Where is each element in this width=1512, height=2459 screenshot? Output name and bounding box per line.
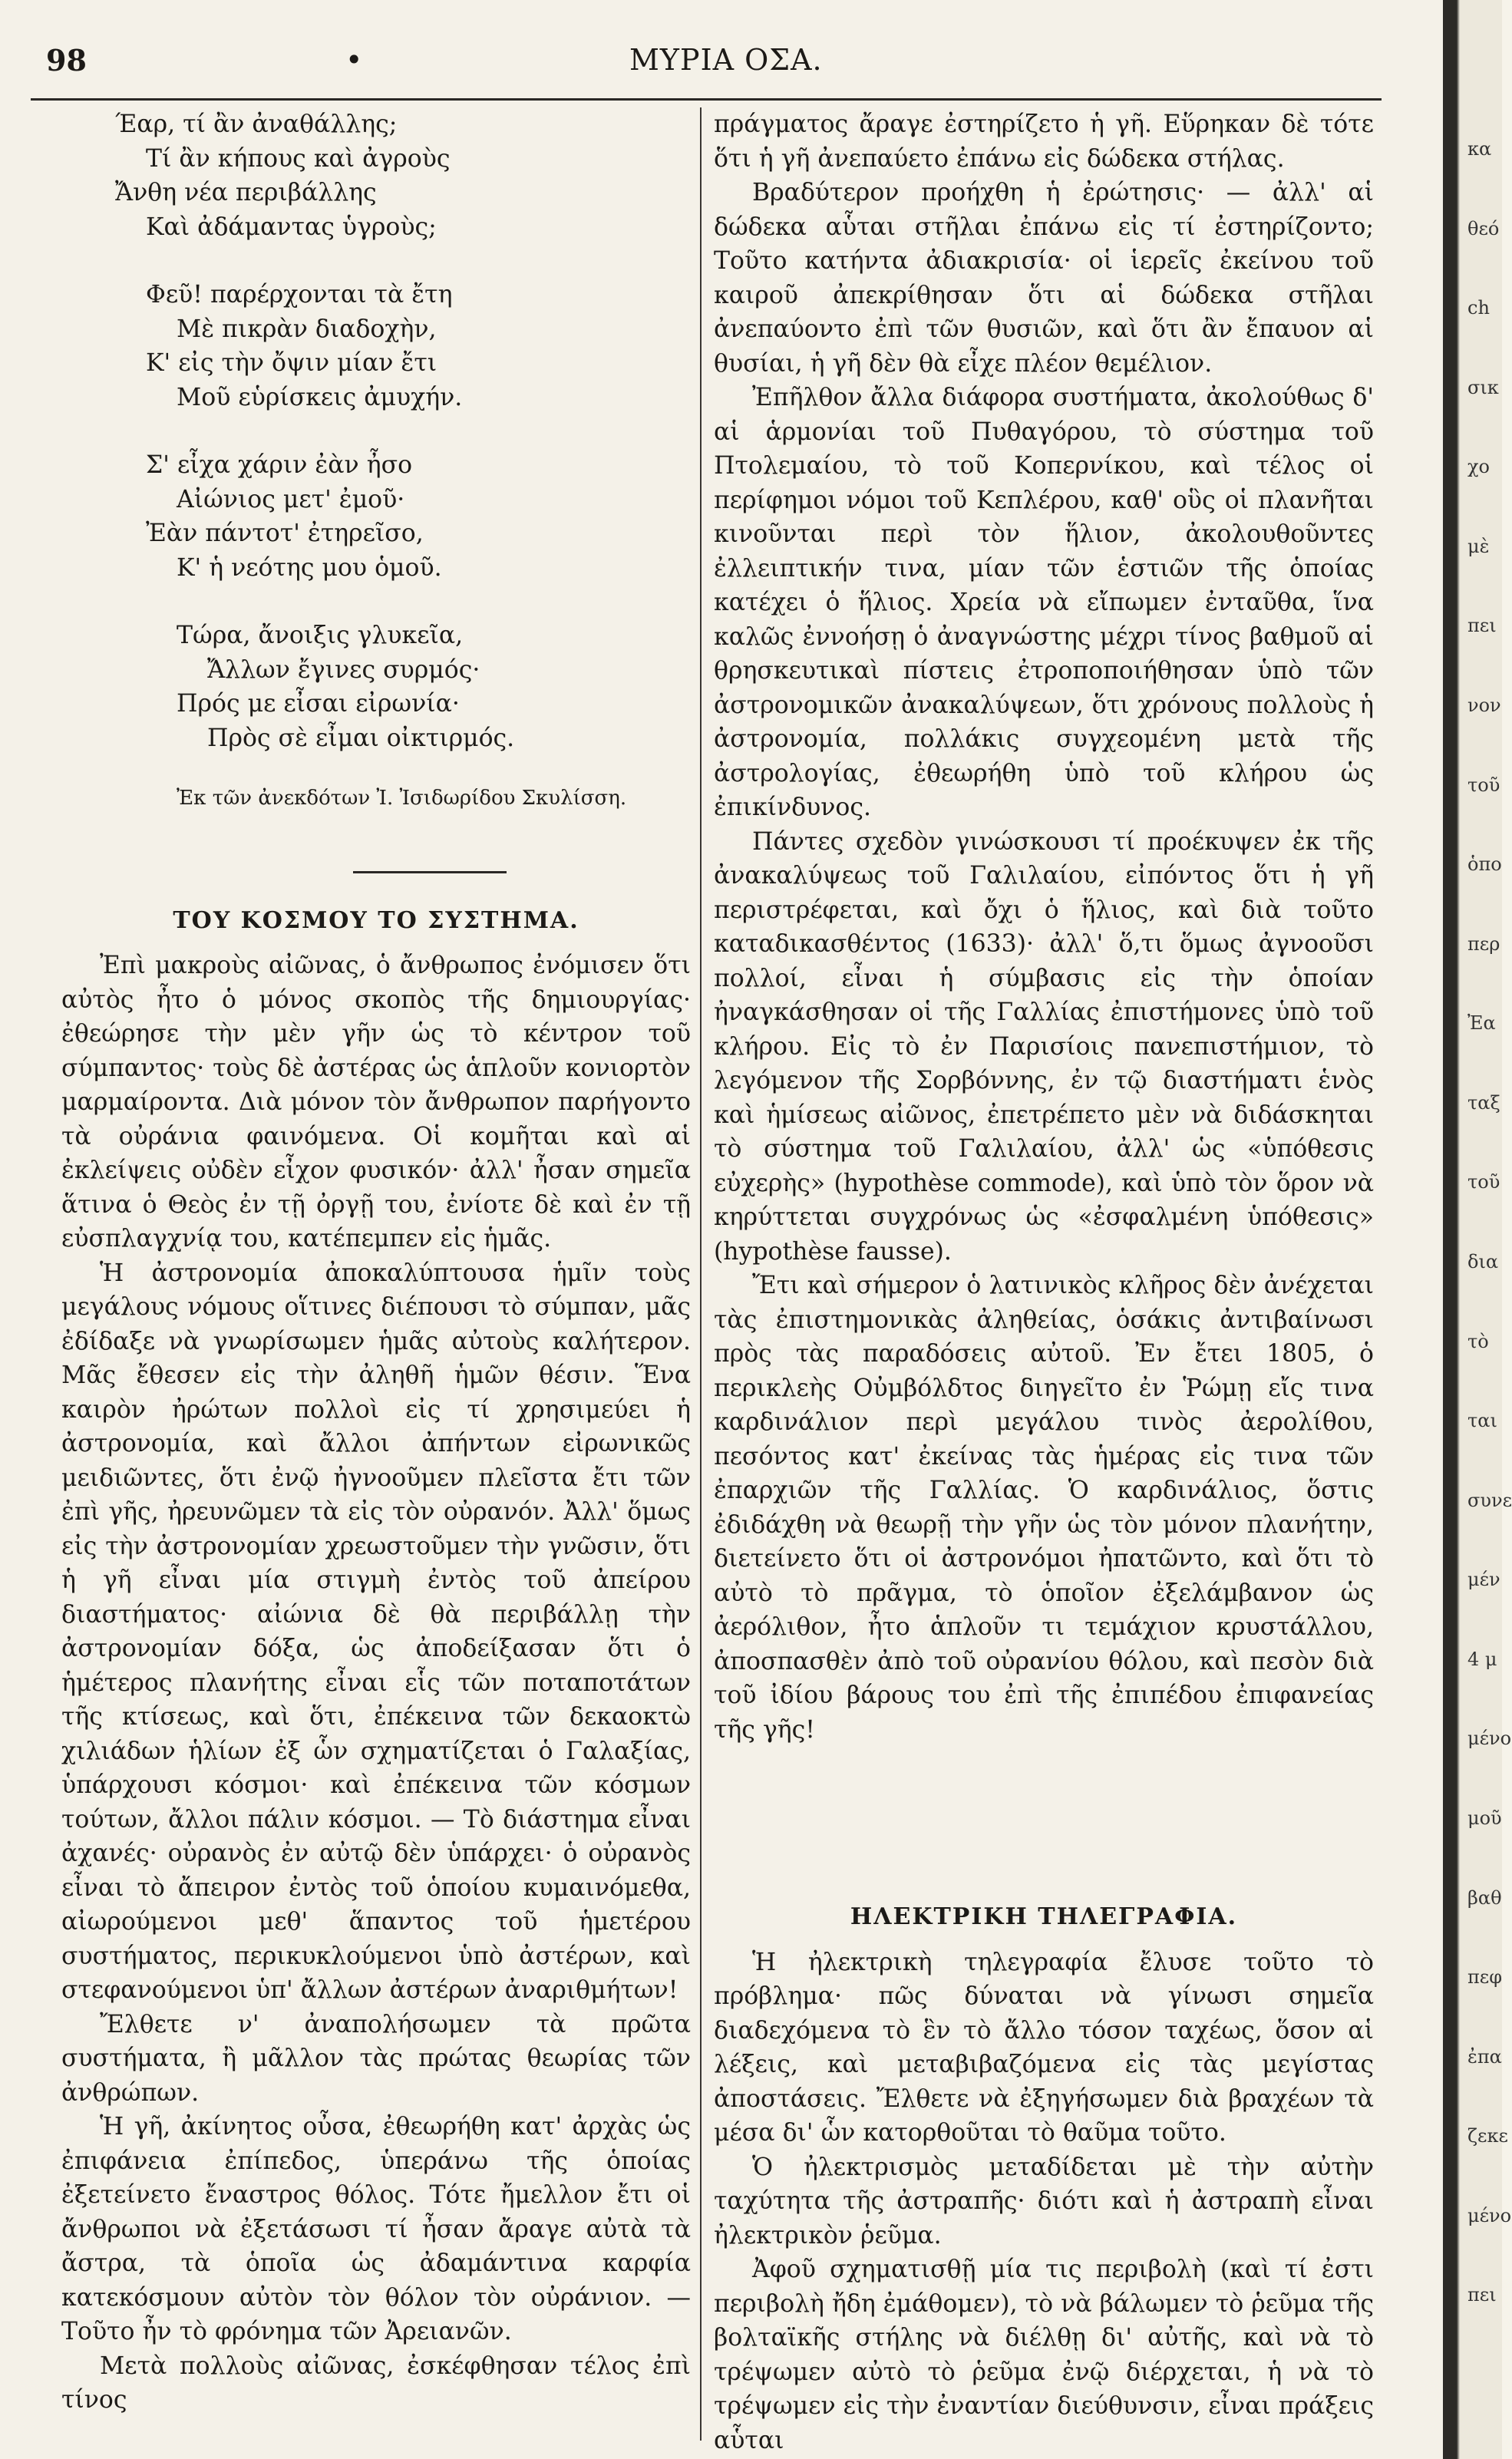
- verse-line: Ἄνθη νέα περιβάλλης: [115, 179, 377, 206]
- article-paragraph: Βραδύτερον προήχθη ἡ ἐρώτησις· — ἀλλ' αἱ δώδεκα αὗται στῆλαι ἐπάνω εἰς τί ἐστηρίζοντο; Τοῦτο κατήντα ἀδιακρισία· οἱ ἱερεῖς ἐκείνου τοῦ καιροῦ ἀπεκρίθησαν ὅτι αἱ δώδεκα στῆλαι ἀνεπαύοντο ἐπὶ τῶν θυσιῶν, καὶ ὅτι ἂν ἔπαυον αἱ θυσίαι, ἡ γῆ δὲν θὰ εἶχε πλέον θεμέλιον.: [714, 179, 1374, 378]
- margin-fragment: νον: [1467, 695, 1501, 716]
- poem-stanza: [61, 448, 691, 585]
- poem-stanza: [61, 619, 691, 755]
- margin-fragment: συνε: [1467, 1490, 1512, 1511]
- article-title: ΗΛΕΚΤΡΙΚΗ ΤΗΛΕΓΡΑΦΙΑ.: [850, 1903, 1238, 1930]
- verse-line: Κ' ἡ νεότης μου ὁμοῦ.: [177, 553, 442, 582]
- poem: [61, 107, 691, 816]
- section-separator: [353, 871, 507, 873]
- article-paragraph: Ἀφοῦ σχηματισθῇ μία τις περιβολὴ (καὶ τί ἐστι περιβολὴ ἤδη ἐμάθομεν), τὸ νὰ βάλωμεν τὸ ῥεῦμα τῆς βολταϊκῆς στήλης νὰ διέλθῃ δι' αὐτῆς, καὶ νὰ τὸ τρέψωμεν αὐτὸ τὸ ῥεῦμα ἐνῷ διέρχεται, ἡ νὰ τὸ τρέψωμεν εἰς τὴν ἐναντίαν διεύθυνσιν, εἶναι πράξεις αὗται: [714, 2256, 1374, 2454]
- article-paragraph: Μετὰ πολλοὺς αἰῶνας, ἐσκέφθησαν τέλος ἐπὶ τίνος: [61, 2352, 691, 2414]
- poem-stanza: [61, 278, 691, 414]
- article-paragraph: Ὁ ἠλεκτρισμὸς μεταδίδεται μὲ τὴν αὐτὴν ταχύτητα τῆς ἀστραπῆς· διότι καὶ ἡ ἀστραπὴ εἶναι ἠλεκτρικὸν ῥεῦμα.: [714, 2153, 1374, 2249]
- margin-fragment: τὸ: [1467, 1331, 1489, 1352]
- margin-fragment: πει: [1467, 615, 1497, 636]
- verse-line: Κ' εἰς τὴν ὄψιν μίαν ἔτι: [146, 349, 437, 377]
- article-paragraph: Ἡ ἠλεκτρικὴ τηλεγραφία ἔλυσε τοῦτο τὸ πρόβλημα· πῶς δύναται νὰ γίνωσι σημεῖα διαδεχόμενα τὸ ἓν τὸ ἄλλο τόσον ταχέως, ὅσον αἱ λέξεις, καὶ μεταβιβαζόμενα εἰς τὰς μεγίστας ἀποστάσεις. Ἔλθετε νὰ ἐξηγήσωμεν διὰ βραχέων τὰ μέσα δι' ὧν κατορθοῦται τὸ θαῦμα τοῦτο.: [714, 1948, 1374, 2147]
- margin-fragment: χο: [1467, 456, 1490, 477]
- article-paragraph: πράγματος ἄραγε ἐστηρίζετο ἡ γῆ. Εὕρηκαν δὲ τότε ὅτι ἡ γῆ ἀνεπαύετο ἐπάνω εἰς δώδεκα στήλας.: [714, 111, 1374, 173]
- verse-line: Πρός με εἶσαι εἰρωνία·: [177, 690, 460, 718]
- running-title: ΜΥΡΙΑ ΟΣΑ.: [629, 43, 823, 77]
- section-gap: [714, 1747, 1374, 1900]
- margin-fragment: πει: [1467, 2284, 1497, 2306]
- margin-fragment: ἐπα: [1467, 2046, 1502, 2068]
- verse-line: Φεῦ! παρέρχονται τὰ ἔτη: [146, 281, 453, 309]
- right-column: [714, 107, 1374, 2457]
- page-header: [31, 38, 1382, 92]
- margin-fragment: 4 μ: [1467, 1649, 1497, 1670]
- verse-line: Τί ἂν κήπους καὶ ἀγροὺς: [146, 144, 451, 173]
- margin-fragment: μένο: [1467, 1728, 1512, 1749]
- article-paragraph: Ἔλθετε ν' ἀναπολήσωμεν τὰ πρῶτα συστήματα, ἢ μᾶλλον τὰς πρώτας θεωρίας τῶν ἀνθρώπων.: [61, 2010, 691, 2107]
- margin-fragment: μοῦ: [1467, 1807, 1502, 1829]
- article-title: ΤΟΥ ΚΟΣΜΟΥ ΤΟ ΣΥΣΤΗΜΑ.: [173, 906, 579, 934]
- margin-fragment: τοῦ: [1467, 774, 1500, 796]
- margin-fragment: ch: [1467, 297, 1490, 319]
- article-paragraph: Ἡ γῆ, ἀκίνητος οὖσα, ἐθεωρήθη κατ' ἀρχὰς ὡς ἐπιφάνεια ἐπίπεδος, ὑπεράνω τῆς ὁποίας ἐξετείνετο ἔναστρος θόλος. Τότε ἤμελλον ἔτι οἱ ἄνθρωποι νὰ ἐξετάσωσι τί ἦσαν ἄραγε αὐτὰ τὰ ἄστρα, τὰ ὁποῖα ὡς ἀδαμάντινα καρφία κατεκόσμουν αὐτὸν τὸν θόλον τὸν οὐράνιον. — Τοῦτο ἦν τὸ φρόνημα τῶν Ἀρειανῶν.: [61, 2113, 691, 2345]
- margin-fragment: ταξ: [1467, 1092, 1500, 1114]
- margin-fragment: ζεκε: [1467, 2125, 1508, 2147]
- margin-fragment: κα: [1467, 138, 1492, 160]
- verse-line: Μοῦ εὑρίσκεις ἀμυχήν.: [177, 383, 463, 411]
- poem-stanza: [61, 107, 691, 244]
- margin-fragment: μένο: [1467, 2205, 1512, 2226]
- margin-fragment: σικ: [1467, 377, 1499, 398]
- verse-line: Καὶ ἀδάμαντας ὑγροὺς;: [146, 213, 437, 241]
- verse-line: Έαρ, τί ἂν ἀναθάλλης;: [115, 111, 398, 138]
- verse-line: Ἐὰν πάντοτ' ἐτηρεῖσο,: [146, 520, 424, 547]
- page-number: 98: [46, 43, 87, 78]
- article-paragraph: Ἡ ἀστρονομία ἀποκαλύπτουσα ἡμῖν τοὺς μεγάλους νόμους οἵτινες διέπουσι τὸ σύμπαν, μᾶς ἐδίδαξε νὰ γνωρίσωμεν ἡμᾶς αὐτοὺς καλήτερον. Μᾶς ἔθεσεν εἰς τὴν ἀληθῆ ἡμῶν θέσιν. Ἕνα καιρὸν ἠρώτων πολλοὶ εἰς τί χρησιμεύει ἡ ἀστρονομία, καὶ ἄλλοι ἀπήντων εἰρωνικῶς μειδιῶντες, ὅτι ἐνῷ ἠγνοοῦμεν πλεῖστα ἔτι τῶν ἐπὶ γῆς, ἠρευνῶμεν τὰ εἰς τὸν οὐρανόν. Ἀλλ' ὅμως εἰς τὴν ἀστρονομίαν χρεωστοῦμεν τὴν γνῶσιν, ὅτι ἡ γῆ εἶναι μία στιγμὴ ἐντὸς τοῦ ἀπείρου διαστήματος· αἰώνια δὲ θὰ περιβάλλῃ τὴν ἀστρονομίαν δόξα, ὡς ἀποδείξασαν ὅτι ὁ ἡμέτερος πλανήτης εἶναι εἷς τῶν ποταποτάτων τῆς κτίσεως, καὶ ὅτι, ἐπέκεινα τῶν δεκαοκτὼ χιλιάδων ἡλίων ἐξ ὧν σχηματίζεται ὁ Γαλαξίας, ὑπάρχουσι κόσμοι· καὶ ἐπέκεινα τῶν κόσμων τούτων, ἄλλοι πάλιν κόσμοι. — Τὸ διάστημα εἶναι ἀχανές· οὐρανὸς ἐν αὐτῷ δὲν ὑπάρχει· ὁ οὐρανὸς εἶναι τὸ ἄπειρον ἐντὸς τοῦ ὁποίου κυμαινόμεθα, αἰωρούμενοι μεθ' ἅπαντος τοῦ ἡμετέρου συστήματος, περικυκλούμενοι ὑπὸ ἀστέρων, καὶ στεφανούμενοι ὑπ' ἄλλων ἀστέρων ἀναριθμήτων!: [61, 1259, 691, 2004]
- margin-fragment: βαθ: [1467, 1887, 1502, 1909]
- verse-line: Ἄλλων ἔγινες συρμός·: [207, 655, 480, 684]
- margin-fragment: θεό: [1467, 218, 1500, 239]
- article-paragraph: Ἐπὶ μακροὺς αἰῶνας, ὁ ἄνθρωπος ἐνόμισεν ὅτι αὐτὸς ἦτο ὁ μόνος σκοπὸς τῆς δημιουργίας· ἐθεώρησε τὴν μὲν γῆν ὡς τὸ κέντρον τοῦ σύμπαντος· τοὺς δὲ ἀστέρας ὡς ἁπλοῦν κονιορτὸν μαρμαίροντα. Διὰ μόνον τὸν ἄνθρωπον παρήγοντο τὰ οὐράνια φαινόμενα. Οἱ κομῆται καὶ αἱ ἐκλείψεις οὐδὲν εἶχον φυσικόν· ἀλλ' ἦσαν σημεῖα ἅτινα ὁ Θεὸς ἐν τῇ ὀργῇ του, ἐνίοτε δὲ καὶ ἐν τῇ εὐσπλαγχνίᾳ του, κατέπεμπεν εἰς ἡμᾶς.: [61, 952, 691, 1253]
- header-bullet: •: [345, 43, 363, 77]
- margin-fragment: μέν: [1467, 1569, 1500, 1590]
- margin-fragment: Ἐα: [1467, 1012, 1496, 1034]
- left-column: [61, 107, 691, 2418]
- poem-source: Ἐκ τῶν ἀνεκδότων Ἰ. Ἰσιδωρίδου Σκυλίσση.: [177, 787, 627, 810]
- margin-fragment: πεφ: [1467, 1966, 1503, 1988]
- verse-line: Σ' εἶχα χάριν ἐὰν ἦσο: [146, 451, 413, 479]
- verse-line: Αἰώνιος μετ' ἐμοῦ·: [177, 485, 405, 513]
- verse-line: Τώρα, ἄνοιξις γλυκεῖα,: [177, 622, 464, 649]
- article-paragraph: Ἔτι καὶ σήμερον ὁ λατινικὸς κλῆρος δὲν ἀνέχεται τὰς ἐπιστημονικὰς ἀληθείας, ὁσάκις ἀντιβαίνωσι πρὸς τὰς παραδόσεις αὐτοῦ. Ἐν ἔτει 1805, ὁ περικλεὴς Οὐμβόλδτος διηγεῖτο ἐν Ῥώμῃ εἴς τινα καρδινάλιον περὶ μεγάλου τινὸς ἀερολίθου, πεσόντος κατ' ἐκείνας τὰς ἡμέρας εἰς τινα τῶν ἐπαρχιῶν τῆς Γαλλίας. Ὁ καρδινάλιος, ὅστις ἐδιδάχθη νὰ θεωρῇ τὴν γῆν ὡς τὸν μόνον πλανήτην, διετείνετο ὅτι οἱ ἀστρονόμοι ἠπατῶντο, καὶ ὅτι τὸ αὐτὸ τὸ πρᾶγμα, τὸ ὁποῖον ἐξελάμβανον ὡς ἀερόλιθον, ἦτο ἁπλοῦν τι τεμάχιον κρυστάλλου, ἀποσπασθὲν ἀπὸ τοῦ οὐρανίου θόλου, καὶ πεσὸν διὰ τοῦ ἰδίου βάρους του ἐπὶ τῆς ἐπιπέδου ἐπιφανείας τῆς γῆς!: [714, 1272, 1374, 1744]
- header-rule: [31, 98, 1382, 101]
- verse-line: Μὲ πικρὰν διαδοχὴν,: [177, 315, 437, 343]
- margin-fragment: ται: [1467, 1410, 1497, 1431]
- column-divider: [700, 107, 702, 2441]
- margin-fragment: τοῦ: [1467, 1171, 1500, 1193]
- margin-fragment: δια: [1467, 1251, 1499, 1272]
- article-paragraph: Πάντες σχεδὸν γινώσκουσι τί προέκυψεν ἐκ τῆς ἀνακαλύψεως τοῦ Γαλιλαίου, εἰπόντος ὅτι ἡ γῆ περιστρέφεται, καὶ ὄχι ὁ ἥλιος, καὶ διὰ τοῦτο καταδικασθέντος (1633)· ἀλλ' ὅ,τι ὅμως ἀγνοοῦσι πολλοί, εἶναι ἡ σύμβασις εἰς τὴν ὁποίαν ἠναγκάσθησαν οἱ τῆς Γαλλίας ἐπιστήμονες ὑπὸ τοῦ κλήρου. Εἰς τὸ ἐν Παρισίοις πανεπιστήμιον, τὸ λεγόμενον τῆς Σορβόννης, ἐν τῷ διαστήματι ἑνὸς καὶ ἡμίσεως αἰῶνος, ἐπετρέπετο μὲν νὰ διδάσκηται τὸ σύστημα τοῦ Γαλιλαίου, ἀλλ' ὡς «ὑπόθεσις εὐχερὴς» (hypothèse commode), καὶ ὑπὸ τὸν ὅρον νὰ κηρύττεται συγχρόνως ὡς «ἐσφαλμένη ὑπόθεσις» (hypothèse fausse).: [714, 827, 1374, 1266]
- margin-fragment: ὁπο: [1467, 853, 1502, 875]
- facing-page-edge: [1443, 0, 1502, 2459]
- margin-fragment: μὲ: [1467, 536, 1490, 557]
- verse-line: Πρὸς σὲ εἶμαι οἰκτιρμός.: [207, 724, 515, 752]
- article-paragraph: Ἐπῆλθον ἄλλα διάφορα συστήματα, ἀκολούθως δ' αἱ ἁρμονίαι τοῦ Πυθαγόρου, τὸ σύστημα τοῦ Πτολεμαίου, τὸ τοῦ Κοπερνίκου, καὶ τέλος οἱ περίφημοι νόμοι τοῦ Κεπλέρου, καθ' οὓς οἱ πλανῆται κινοῦνται περὶ τὸν ἥλιον, ἀκολουθοῦντες ἐλλειπτικήν τινα, μίαν τῶν ἑστιῶν τῆς ὁποίας κατέχει ὁ ἥλιος. Χρεία νὰ εἴπωμεν ἐνταῦθα, ἵνα καλῶς ἐννοήσῃ ὁ ἀναγνώστης μέχρι τίνος βαθμοῦ αἱ θρησκευτικαὶ πίστεις ἐτροποποιήθησαν ὑπὸ τῶν ἀστρονομικῶν ἀνακαλύψεων, ὅτι χρόνους πολλοὺς ἡ ἀστρονομία, πολλάκις συγχεομένη μετὰ τῆς ἀστρολογίας, ἐθεωρήθη ὑπὸ τοῦ κλήρου ὡς ἐπικίνδυνος.: [714, 384, 1374, 821]
- margin-fragment: περ: [1467, 933, 1500, 955]
